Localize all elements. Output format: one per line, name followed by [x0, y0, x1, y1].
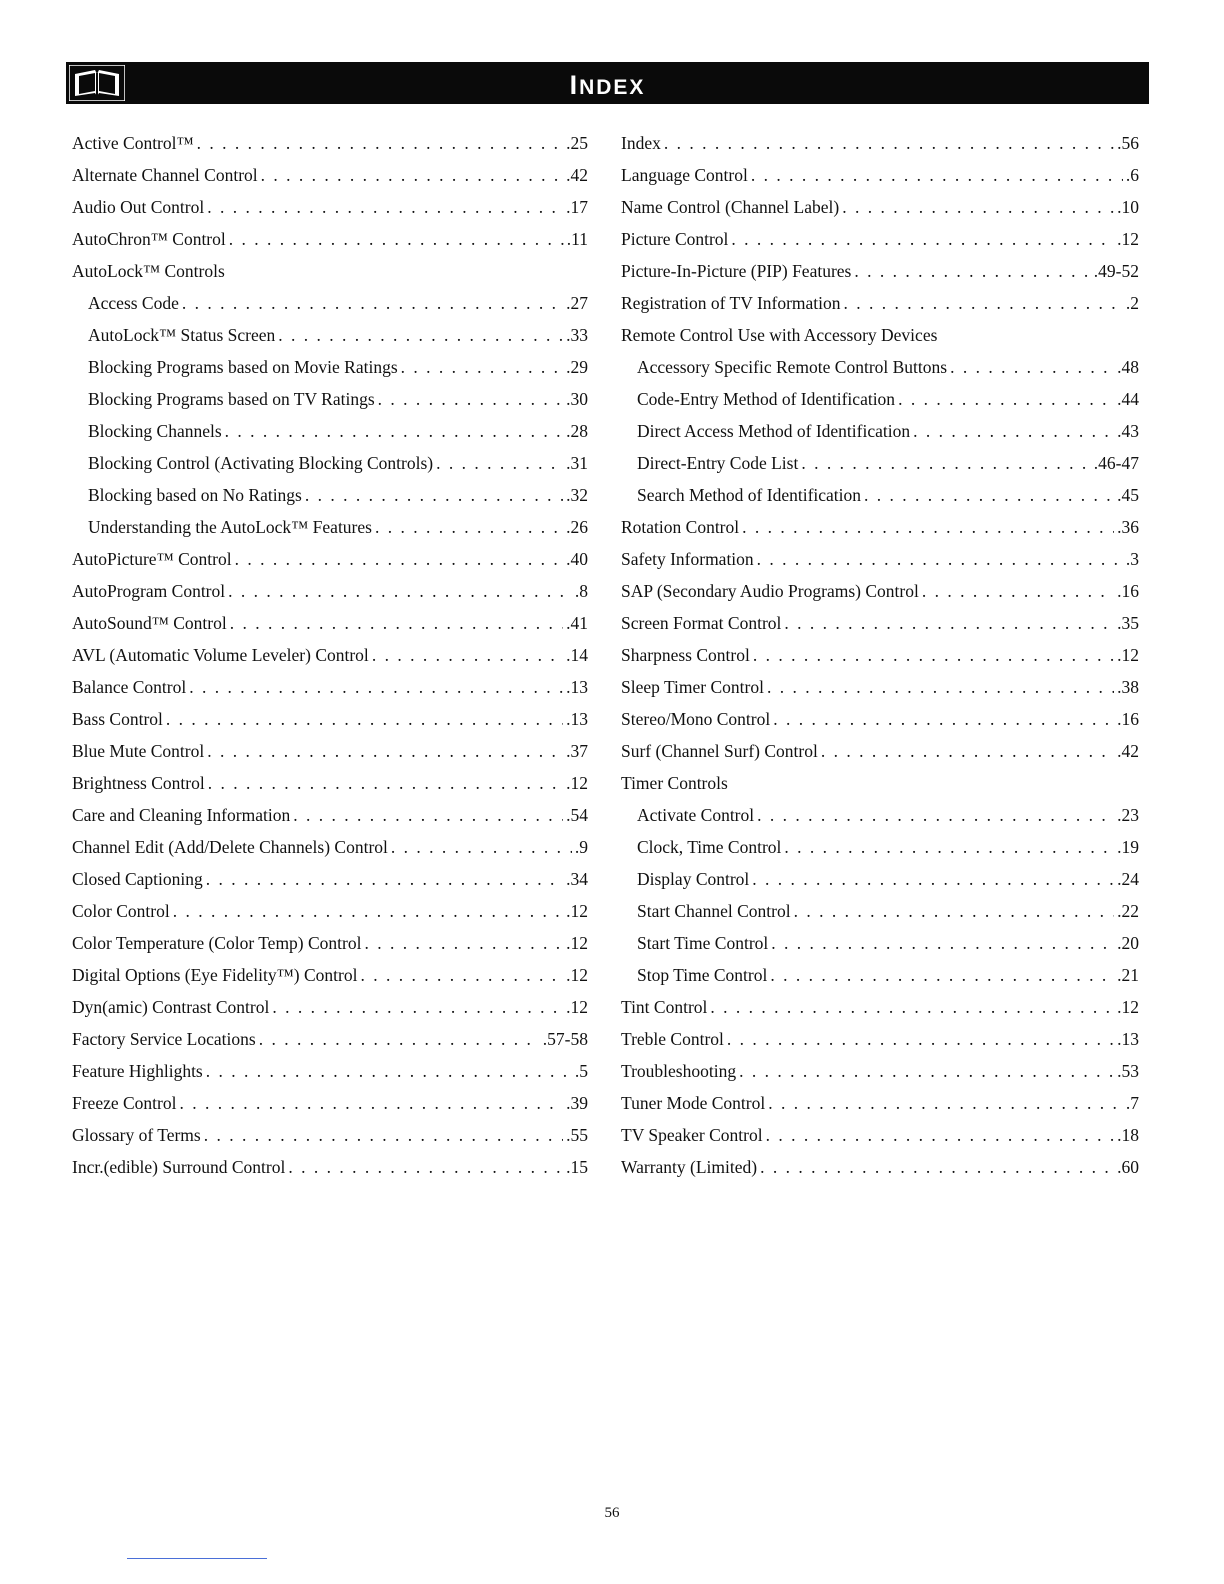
index-entry: [72, 895, 588, 927]
dot-leader: [225, 415, 563, 447]
index-entry: [72, 607, 588, 639]
dot-leader: [757, 799, 1114, 831]
index-entry: [621, 1055, 1139, 1087]
dot-leader: [767, 671, 1114, 703]
index-entry: [72, 927, 588, 959]
dot-leader: [922, 575, 1114, 607]
index-subentry: [621, 927, 1139, 959]
dot-leader: [261, 159, 563, 191]
index-entry: [72, 767, 588, 799]
entry-label: Safety Information: [621, 549, 754, 569]
entry-page: .19: [1117, 837, 1139, 857]
index-entry: [621, 703, 1139, 735]
index-entry: [621, 607, 1139, 639]
entry-label: Sleep Timer Control: [621, 677, 764, 697]
entry-label: Freeze Control: [72, 1093, 177, 1113]
entry-label: Closed Captioning: [72, 869, 203, 889]
entry-label: Glossary of Terms: [72, 1125, 201, 1145]
entry-label: AutoPicture™ Control: [72, 549, 232, 569]
dot-leader: [751, 159, 1123, 191]
page-number: 56: [604, 1505, 620, 1521]
entry-page: .9: [574, 837, 588, 857]
entry-label: Feature Highlights: [72, 1061, 203, 1081]
entry-label: Stereo/Mono Control: [621, 709, 771, 729]
dot-leader: [844, 287, 1123, 319]
entry-label: Index: [621, 133, 661, 153]
entry-label: Blocking Programs based on TV Ratings: [88, 389, 375, 409]
dot-leader: [770, 959, 1114, 991]
entry-page: .32: [566, 485, 588, 505]
dot-leader: [742, 511, 1114, 543]
entry-label: Access Code: [88, 293, 179, 313]
entry-page: .22: [1117, 901, 1139, 921]
dot-leader: [898, 383, 1114, 415]
entry-page: .2: [1125, 293, 1139, 313]
entry-label: Color Temperature (Color Temp) Control: [72, 933, 362, 953]
dot-leader: [360, 959, 563, 991]
entry-label: Factory Service Locations: [72, 1029, 256, 1049]
entry-label: Accessory Specific Remote Control Buttons: [637, 357, 948, 377]
dot-leader: [757, 543, 1123, 575]
dot-leader: [230, 607, 563, 639]
entry-label: Understanding the AutoLock™ Features: [88, 517, 372, 537]
entry-label: Alternate Channel Control: [72, 165, 258, 185]
entry-label: Direct-Entry Code List: [637, 453, 799, 473]
entry-page: .30: [566, 389, 588, 409]
entry-page: .23: [1117, 805, 1139, 825]
index-subentry: [72, 351, 588, 383]
entry-page: .34: [566, 869, 588, 889]
index-column-right: [621, 127, 1139, 1183]
entry-page: .7: [1125, 1093, 1139, 1113]
index-entry: [621, 511, 1139, 543]
index-subentry: [621, 863, 1139, 895]
dot-leader: [189, 671, 563, 703]
entry-page: .12: [566, 933, 588, 953]
dot-leader: [365, 927, 564, 959]
entry-label: Dyn(amic) Contrast Control: [72, 997, 270, 1017]
index-entry: [72, 575, 588, 607]
index-entry: [72, 863, 588, 895]
entry-label: Start Channel Control: [637, 901, 791, 921]
entry-label: Screen Format Control: [621, 613, 782, 633]
index-subentry: [72, 511, 588, 543]
entry-page: .12: [566, 773, 588, 793]
entry-label: Blocking based on No Ratings: [88, 485, 302, 505]
dot-leader: [801, 447, 1090, 479]
index-subentry: [621, 415, 1139, 447]
dot-leader: [206, 1055, 572, 1087]
index-entry: [72, 223, 588, 255]
entry-page: .24: [1117, 869, 1139, 889]
index-subentry: [72, 383, 588, 415]
entry-label: Surf (Channel Surf) Control: [621, 741, 818, 761]
index-entry: [621, 191, 1139, 223]
index-subentry: [621, 383, 1139, 415]
entry-page: .54: [566, 805, 588, 825]
entry-page: .12: [1117, 997, 1139, 1017]
index-entry: [621, 671, 1139, 703]
index-entry: [72, 159, 588, 191]
index-entry: [621, 159, 1139, 191]
dot-leader: [391, 831, 572, 863]
index-subentry: [72, 479, 588, 511]
index-entry: [72, 703, 588, 735]
dot-leader: [731, 223, 1114, 255]
entry-page: .35: [1117, 613, 1139, 633]
entry-label: Direct Access Method of Identification: [637, 421, 911, 441]
bottom-rule: [127, 1558, 267, 1559]
entry-label: Remote Control Use with Accessory Devices: [621, 325, 938, 345]
entry-page: .12: [566, 997, 588, 1017]
entry-page: .12: [566, 965, 588, 985]
dot-leader: [854, 255, 1090, 287]
dot-leader: [784, 607, 1114, 639]
entry-label: Stop Time Control: [637, 965, 768, 985]
entry-page: .31: [566, 453, 588, 473]
entry-label: AutoLock™ Controls: [72, 261, 225, 281]
entry-page: .40: [566, 549, 588, 569]
index-entry: [72, 127, 588, 159]
entry-page: .20: [1117, 933, 1139, 953]
entry-label: Tuner Mode Control: [621, 1093, 766, 1113]
index-entry: [621, 127, 1139, 159]
entry-label: Care and Cleaning Information: [72, 805, 291, 825]
entry-label: Treble Control: [621, 1029, 724, 1049]
dot-leader: [272, 991, 563, 1023]
index-entry: [72, 1055, 588, 1087]
index-subentry: [621, 799, 1139, 831]
entry-label: Picture-In-Picture (PIP) Features: [621, 261, 852, 281]
entry-page: .53: [1117, 1061, 1139, 1081]
entry-label: AVL (Automatic Volume Leveler) Control: [72, 645, 369, 665]
dot-leader: [864, 479, 1114, 511]
dot-leader: [173, 895, 563, 927]
entry-page: .29: [566, 357, 588, 377]
index-entry: [72, 991, 588, 1023]
entry-label: TV Speaker Control: [621, 1125, 763, 1145]
dot-leader: [710, 991, 1114, 1023]
entry-label: Start Time Control: [637, 933, 769, 953]
page-title: [66, 62, 1149, 104]
entry-page: .55: [566, 1125, 588, 1145]
dot-leader: [229, 223, 564, 255]
index-entry: [621, 991, 1139, 1023]
entry-label: Language Control: [621, 165, 748, 185]
dot-leader: [208, 767, 563, 799]
entry-page: .42: [566, 165, 588, 185]
dot-leader: [375, 511, 563, 543]
index-entry: [72, 543, 588, 575]
index-entry: [621, 767, 1139, 799]
dot-leader: [773, 703, 1114, 735]
dot-leader: [727, 1023, 1114, 1055]
entry-page: .49-52: [1093, 261, 1139, 281]
entry-label: AutoChron™ Control: [72, 229, 226, 249]
dot-leader: [204, 1119, 563, 1151]
entry-label: Activate Control: [637, 805, 755, 825]
entry-label: AutoSound™ Control: [72, 613, 227, 633]
entry-label: Troubleshooting: [621, 1061, 737, 1081]
dot-leader: [207, 735, 563, 767]
dot-leader: [784, 831, 1114, 863]
index-subentry: [72, 447, 588, 479]
entry-label: Search Method of Identification: [637, 485, 862, 505]
entry-label: Rotation Control: [621, 517, 740, 537]
dot-leader: [753, 639, 1114, 671]
dot-leader: [182, 287, 563, 319]
entry-label: Name Control (Channel Label): [621, 197, 840, 217]
dot-leader: [739, 1055, 1114, 1087]
entry-page: .12: [1117, 229, 1139, 249]
entry-label: SAP (Secondary Audio Programs) Control: [621, 581, 919, 601]
dot-leader: [950, 351, 1114, 383]
entry-label: Digital Options (Eye Fidelity™) Control: [72, 965, 358, 985]
entry-page: .41: [566, 613, 588, 633]
entry-page: .56: [1117, 133, 1139, 153]
dot-leader: [664, 127, 1114, 159]
index-entry: [72, 831, 588, 863]
entry-page: .48: [1117, 357, 1139, 377]
entry-label: Blocking Control (Activating Blocking Controls): [88, 453, 434, 473]
dot-leader: [378, 383, 563, 415]
dot-leader: [794, 895, 1115, 927]
dot-leader: [259, 1023, 540, 1055]
index-entry: [621, 639, 1139, 671]
dot-leader: [305, 479, 563, 511]
entry-label: Registration of TV Information: [621, 293, 841, 313]
entry-label: Brightness Control: [72, 773, 205, 793]
entry-page: .36: [1117, 517, 1139, 537]
index-entry: [621, 1023, 1139, 1055]
index-entry: [621, 319, 1139, 351]
entry-page: .28: [566, 421, 588, 441]
entry-label: AutoProgram Control: [72, 581, 226, 601]
index-subentry: [621, 831, 1139, 863]
index-entry: [72, 799, 588, 831]
index-entry: [72, 255, 588, 287]
dot-leader: [821, 735, 1114, 767]
index-entry: [621, 223, 1139, 255]
entry-page: .6: [1125, 165, 1139, 185]
entry-label: Incr.(edible) Surround Control: [72, 1157, 286, 1177]
dot-leader: [436, 447, 563, 479]
entry-page: .43: [1117, 421, 1139, 441]
entry-page: .13: [566, 709, 588, 729]
dot-leader: [372, 639, 563, 671]
index-subentry: [72, 319, 588, 351]
entry-page: .10: [1117, 197, 1139, 217]
dot-leader: [197, 127, 563, 159]
index-subentry: [72, 415, 588, 447]
dot-leader: [760, 1151, 1114, 1183]
entry-page: .57-58: [542, 1029, 588, 1049]
title-rest: NDEX: [579, 76, 646, 99]
dot-leader: [206, 863, 563, 895]
dot-leader: [179, 1087, 563, 1119]
dot-leader: [913, 415, 1114, 447]
entry-label: Sharpness Control: [621, 645, 750, 665]
index-entry: [621, 735, 1139, 767]
entry-page: .12: [1117, 645, 1139, 665]
entry-label: Warranty (Limited): [621, 1157, 758, 1177]
dot-leader: [293, 799, 563, 831]
dot-leader: [842, 191, 1114, 223]
dot-leader: [771, 927, 1114, 959]
index-subentry: [72, 287, 588, 319]
index-entry: [72, 671, 588, 703]
index-subentry: [621, 959, 1139, 991]
entry-page: .18: [1117, 1125, 1139, 1145]
index-entry: [72, 1119, 588, 1151]
index-entry: [72, 735, 588, 767]
entry-label: Clock, Time Control: [637, 837, 782, 857]
entry-page: .46-47: [1093, 453, 1139, 473]
entry-page: .44: [1117, 389, 1139, 409]
index-header-bar: [66, 62, 1149, 104]
entry-label: Picture Control: [621, 229, 729, 249]
index-entry: [72, 1023, 588, 1055]
index-subentry: [621, 479, 1139, 511]
entry-label: Bass Control: [72, 709, 163, 729]
index-entry: [72, 639, 588, 671]
dot-leader: [235, 543, 564, 575]
entry-page: .3: [1125, 549, 1139, 569]
entry-label: Active Control™: [72, 133, 194, 153]
entry-page: .13: [1117, 1029, 1139, 1049]
index-entry: [621, 1119, 1139, 1151]
entry-label: Color Control: [72, 901, 170, 921]
index-entry: [621, 543, 1139, 575]
entry-page: .38: [1117, 677, 1139, 697]
entry-page: .16: [1117, 581, 1139, 601]
dot-leader: [288, 1151, 563, 1183]
index-subentry: [621, 351, 1139, 383]
entry-page: .5: [574, 1061, 588, 1081]
index-column-left: [72, 127, 588, 1183]
entry-label: Display Control: [637, 869, 750, 889]
entry-page: .27: [566, 293, 588, 313]
entry-page: .12: [566, 901, 588, 921]
entry-page: .25: [566, 133, 588, 153]
entry-page: .14: [566, 645, 588, 665]
entry-page: .17: [566, 197, 588, 217]
index-entry: [72, 959, 588, 991]
dot-leader: [278, 319, 563, 351]
entry-label: Balance Control: [72, 677, 187, 697]
index-entry: [621, 1151, 1139, 1183]
entry-label: Blocking Programs based on Movie Ratings: [88, 357, 398, 377]
index-entry: [621, 255, 1139, 287]
index-subentry: [621, 447, 1139, 479]
dot-leader: [766, 1119, 1115, 1151]
index-subentry: [621, 895, 1139, 927]
entry-label: AutoLock™ Status Screen: [88, 325, 276, 345]
entry-page: .37: [566, 741, 588, 761]
index-entry: [621, 575, 1139, 607]
index-entry: [72, 1087, 588, 1119]
index-entry: [72, 1151, 588, 1183]
entry-page: .13: [566, 677, 588, 697]
dot-leader: [768, 1087, 1123, 1119]
dot-leader: [228, 575, 572, 607]
dot-leader: [207, 191, 563, 223]
entry-page: .45: [1117, 485, 1139, 505]
entry-page: .42: [1117, 741, 1139, 761]
dot-leader: [752, 863, 1114, 895]
entry-label: Channel Edit (Add/Delete Channels) Control: [72, 837, 388, 857]
entry-label: Tint Control: [621, 997, 708, 1017]
entry-label: Blue Mute Control: [72, 741, 205, 761]
entry-page: .15: [566, 1157, 588, 1177]
entry-page: .26: [566, 517, 588, 537]
entry-page: .21: [1117, 965, 1139, 985]
entry-page: .33: [566, 325, 588, 345]
dot-leader: [166, 703, 563, 735]
entry-label: Blocking Channels: [88, 421, 222, 441]
index-entry: [621, 287, 1139, 319]
entry-page: .16: [1117, 709, 1139, 729]
entry-label: Code-Entry Method of Identification: [637, 389, 896, 409]
entry-page: .39: [566, 1093, 588, 1113]
entry-page: .8: [574, 581, 588, 601]
entry-page: .60: [1117, 1157, 1139, 1177]
title-initial: I: [569, 70, 580, 100]
entry-label: Audio Out Control: [72, 197, 205, 217]
dot-leader: [401, 351, 563, 383]
index-entry: [621, 1087, 1139, 1119]
entry-page: .11: [566, 229, 588, 249]
entry-label: Timer Controls: [621, 773, 728, 793]
index-entry: [72, 191, 588, 223]
